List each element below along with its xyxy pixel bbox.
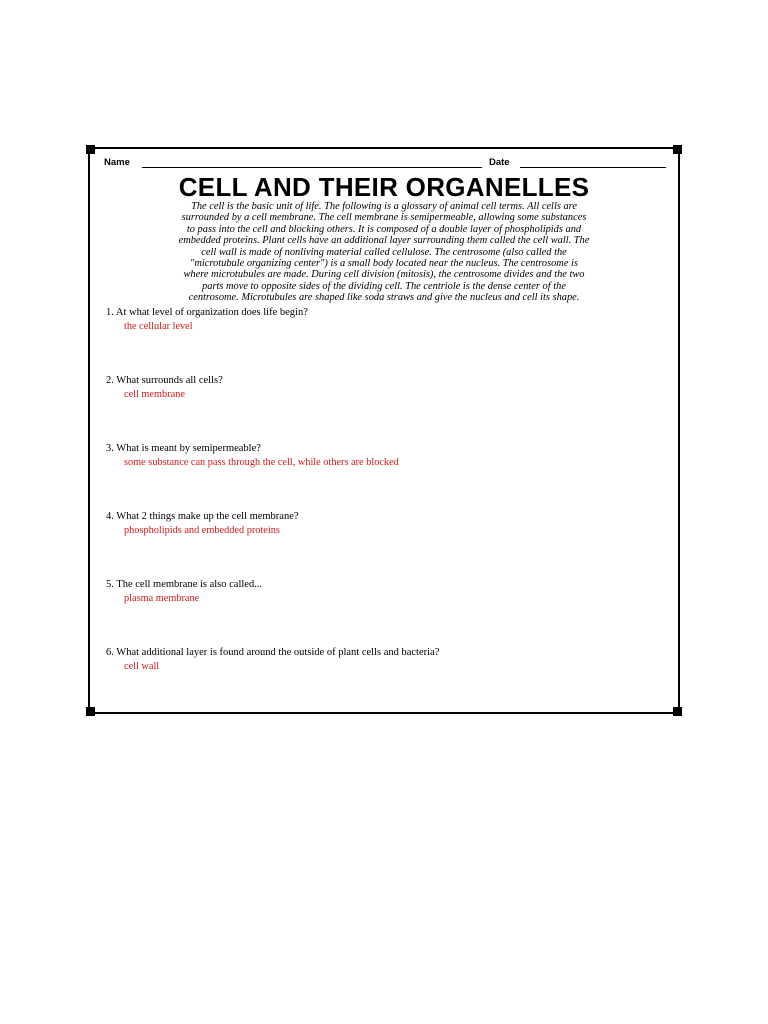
question-3: [106, 442, 666, 469]
answer-text: some substance can pass through the cell, while others are blocked: [124, 457, 399, 468]
intro-line: where microtubules are made. During cell division (mitosis), the centrosome divides and the two: [183, 269, 585, 281]
corner-marker-bottom-right: [673, 707, 682, 716]
intro-line: centrosome. Microtubules are shaped like soda straws and give the nucleus and cell its shape.: [188, 292, 580, 304]
name-field-line[interactable]: [142, 167, 482, 168]
answer-text: cell membrane: [124, 389, 185, 400]
answer-text: the cellular level: [124, 321, 193, 332]
question-6: [106, 646, 666, 673]
question-text: 6. What additional layer is found around the outside of plant cells and bacteria?: [106, 647, 440, 658]
question-text: 5. The cell membrane is also called...: [106, 579, 263, 590]
corner-marker-top-left: [86, 145, 95, 154]
worksheet-title: CELL AND THEIR ORGANELLES: [178, 172, 590, 202]
date-label: Date: [489, 157, 510, 168]
date-field-line[interactable]: [520, 167, 666, 168]
intro-paragraph: [100, 201, 668, 304]
intro-line: cell wall is made of nonliving material called cellulose. The centrosome (also called the: [201, 246, 567, 258]
question-text: 3. What is meant by semipermeable?: [106, 443, 261, 454]
intro-line: parts move to opposite sides of the dividing cell. The centriole is the dense center of the: [202, 280, 566, 292]
intro-line: to pass into the cell and blocking others. It is composed of a double layer of phospholipids and: [186, 223, 582, 235]
intro-line: surrounded by a cell membrane. The cell membrane is semipermeable, allowing some substances: [181, 212, 587, 224]
question-1: [106, 306, 666, 333]
intro-line: The cell is the basic unit of life. The following is a glossary of animal cell terms. All cells are: [191, 201, 577, 212]
question-5: [106, 578, 666, 605]
answer-text: cell wall: [124, 661, 160, 672]
name-label: Name: [104, 157, 130, 168]
intro-line: embedded proteins. Plant cells have an additional layer surrounding them called the cell wall. The: [178, 235, 590, 247]
corner-marker-top-right: [673, 145, 682, 154]
answer-text: plasma membrane: [124, 593, 200, 604]
corner-marker-bottom-left: [86, 707, 95, 716]
question-text: 4. What 2 things make up the cell membrane?: [106, 511, 299, 522]
question-4: [106, 510, 666, 537]
name-date-row: [104, 157, 666, 171]
question-text: 2. What surrounds all cells?: [106, 375, 223, 386]
intro-line: "microtubule organizing center") is a small body located near the nucleus. The centrosome is: [190, 258, 578, 270]
worksheet: [88, 147, 680, 714]
question-text: 1. At what level of organization does life begin?: [106, 307, 308, 318]
question-2: [106, 374, 666, 401]
answer-text: phospholipids and embedded proteins: [124, 525, 280, 536]
